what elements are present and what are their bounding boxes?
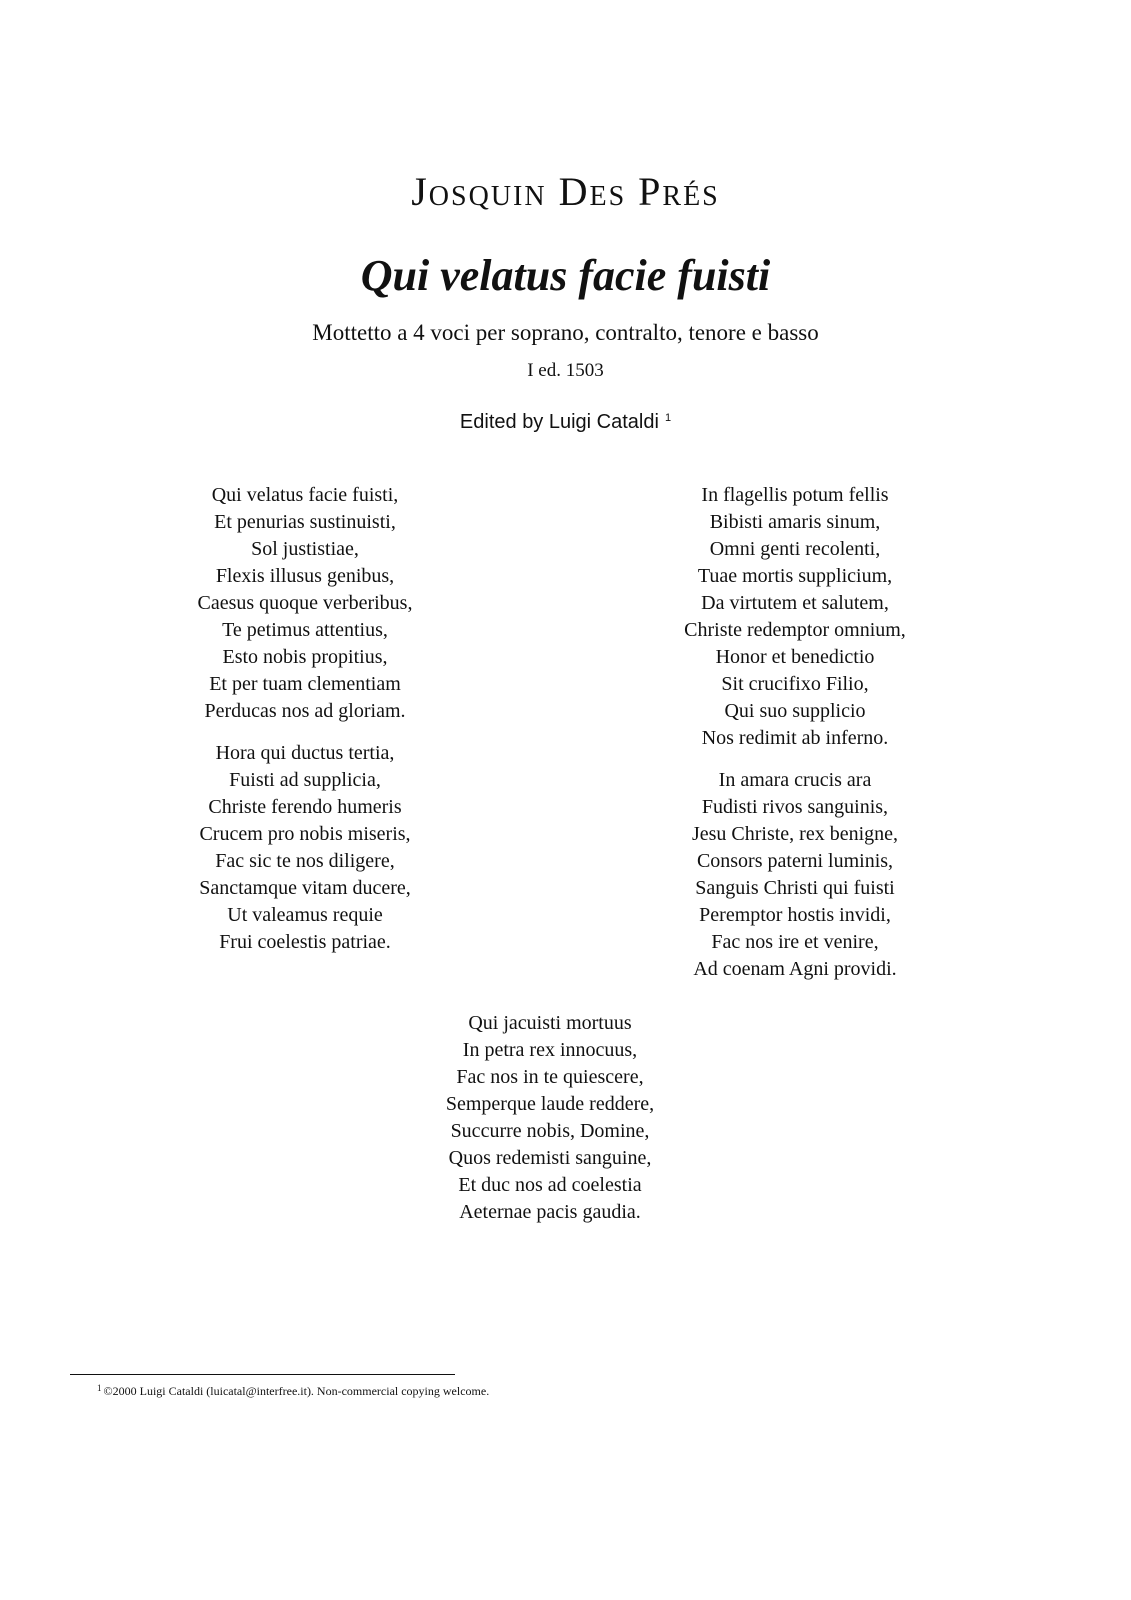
stanza-1: [155, 482, 455, 725]
verse-line: Qui suo supplicio: [724, 700, 866, 722]
verse-line: Jesu Christe, rex benigne,: [691, 823, 899, 845]
verse-line: Quos redemisti sanguine,: [448, 1147, 652, 1169]
verse-line: Omni genti recolenti,: [709, 538, 881, 560]
stanza-3: [630, 482, 960, 752]
verse-line: Aeternae pacis gaudia.: [459, 1201, 641, 1223]
stanza-4: [630, 767, 960, 983]
verse-line: Christe ferendo humeris: [208, 796, 402, 818]
verse-line: Nos redimit ab inferno.: [701, 727, 889, 749]
verse-line: In flagellis potum fellis: [701, 484, 889, 506]
verse-line: Crucem pro nobis miseris,: [199, 823, 411, 845]
verse-line: Ad coenam Agni providi.: [693, 958, 897, 980]
footnote: [97, 1383, 489, 1399]
verse-line: Frui coelestis patriae.: [219, 931, 391, 953]
piece-title: Qui velatus facie fuisti: [360, 251, 771, 300]
verse-line: Et duc nos ad coelestia: [458, 1174, 642, 1196]
composer-name: Josquin Des Prés: [411, 169, 720, 214]
verse-line: Fac nos in te quiescere,: [456, 1066, 644, 1088]
footnote-reference: 1: [664, 412, 672, 424]
footnote-text: ©2000 Luigi Cataldi (luicatal@interfree.it). Non-commercial copying welcome.: [103, 1384, 490, 1398]
verse-line: Succurre nobis, Domine,: [450, 1120, 650, 1142]
verse-line: Ut valeamus requie: [227, 904, 383, 926]
verse-line: Fudisti rivos sanguinis,: [701, 796, 889, 818]
verse-line: Sol justistiae,: [251, 538, 359, 560]
verse-line: Tuae mortis supplicium,: [697, 565, 893, 587]
verse-line: Flexis illusus genibus,: [215, 565, 395, 587]
verse-line: Te petimus attentius,: [222, 619, 388, 641]
verse-line: Consors paterni luminis,: [696, 850, 894, 872]
verse-line: Sanguis Christi qui fuisti: [695, 877, 895, 899]
editor-credit-text: Edited by Luigi Cataldi: [459, 411, 659, 433]
verse-line: Sanctamque vitam ducere,: [199, 877, 411, 899]
verse-line: Hora qui ductus tertia,: [215, 742, 395, 764]
verse-line: Et penurias sustinuisti,: [214, 511, 396, 533]
verse-line: Et per tuam clementiam: [209, 673, 401, 695]
verse-line: Perducas nos ad gloriam.: [204, 700, 406, 722]
verse-line: Qui velatus facie fuisti,: [211, 484, 399, 506]
verse-line: Caesus quoque verberibus,: [197, 592, 413, 614]
verse-line: Semperque laude reddere,: [445, 1093, 655, 1115]
footnote-mark: 1: [97, 1383, 102, 1393]
stanza-5: [385, 1010, 715, 1226]
verse-line: Honor et benedictio: [715, 646, 875, 668]
edition-note: I ed. 1503: [527, 360, 604, 381]
verse-line: Fac nos ire et venire,: [711, 931, 879, 953]
verse-line: Peremptor hostis invidi,: [699, 904, 891, 926]
stanza-2: [155, 740, 455, 956]
verse-line: Christe redemptor omnium,: [684, 619, 906, 641]
verse-line: Esto nobis propitius,: [222, 646, 388, 668]
verse-line: Qui jacuisti mortuus: [468, 1012, 632, 1034]
verse-line: Sit crucifixo Filio,: [721, 673, 869, 695]
piece-subtitle: Mottetto a 4 voci per soprano, contralto, tenore e basso: [312, 320, 819, 345]
footnote-divider: [70, 1374, 455, 1375]
verse-line: Bibisti amaris sinum,: [709, 511, 881, 533]
verse-line: Da virtutem et salutem,: [701, 592, 889, 614]
verse-line: Fac sic te nos diligere,: [215, 850, 395, 872]
editor-credit: [0, 409, 1131, 435]
verse-line: In petra rex innocuus,: [462, 1039, 638, 1061]
verse-line: Fuisti ad supplicia,: [229, 769, 381, 791]
verse-line: In amara crucis ara: [718, 769, 872, 791]
